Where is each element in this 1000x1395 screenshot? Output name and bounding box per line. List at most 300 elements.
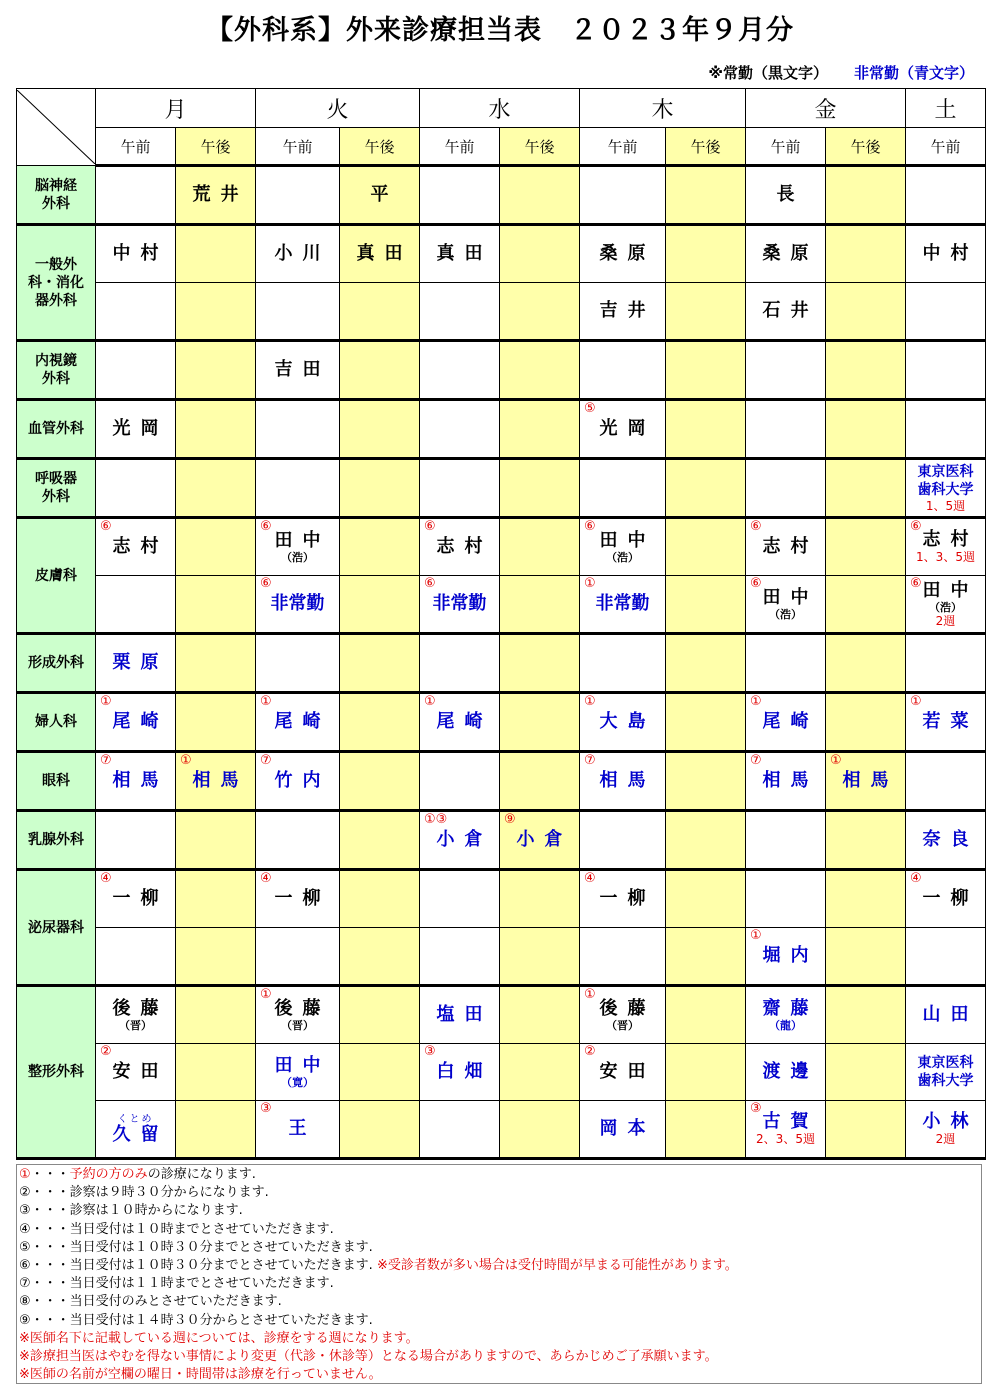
cell xyxy=(746,283,826,341)
doctor-name: 真田 xyxy=(356,243,413,264)
cell xyxy=(826,283,906,341)
dept-plastic: 形成外科 xyxy=(17,634,96,693)
note-mark: ⑦ xyxy=(750,753,762,768)
doctor-name: 齋藤 xyxy=(762,997,819,1019)
day-thu: 木 xyxy=(580,89,746,128)
doctor-sub: （浩） xyxy=(606,550,639,564)
cell xyxy=(666,283,746,341)
cell xyxy=(666,1101,746,1159)
row-derm-2 xyxy=(17,576,986,634)
note-line-5: ⑤・・・当日受付は１０時３０分までとさせていただきます. xyxy=(19,1239,373,1255)
cell xyxy=(96,225,176,283)
doctor-name: 真田 xyxy=(436,243,493,264)
doctor-name: 小倉 xyxy=(436,829,493,850)
cell xyxy=(256,928,340,986)
cell xyxy=(826,166,906,225)
legend-parttime: 非常勤（青文字） xyxy=(853,64,974,82)
doctor-name: 志村 xyxy=(436,536,493,557)
note-mark: ① xyxy=(830,753,842,768)
cell xyxy=(906,400,986,459)
cell xyxy=(500,166,580,225)
cell xyxy=(906,1101,986,1159)
cell xyxy=(906,811,986,870)
am-header: 午前 xyxy=(580,128,666,166)
doctor-name: 志村 xyxy=(112,536,169,557)
cell xyxy=(746,225,826,283)
cell xyxy=(500,225,580,283)
doctor-sub: （晋） xyxy=(119,1018,152,1032)
remark-1: ※医師名下に記載している週については、診療をする週になります。 xyxy=(19,1330,419,1346)
cell xyxy=(826,459,906,518)
cell xyxy=(580,166,666,225)
doctor-name: 後藤 xyxy=(274,997,331,1019)
cell xyxy=(420,986,500,1044)
cell xyxy=(340,752,420,811)
row-derm-1 xyxy=(17,518,986,576)
doctor-name: 田中 xyxy=(599,529,656,551)
note-line-3: ③・・・診察は１０時からになります. xyxy=(19,1203,243,1219)
cell xyxy=(746,166,826,225)
cell xyxy=(420,166,500,225)
cell xyxy=(826,693,906,752)
cell xyxy=(176,225,256,283)
page-title: 【外科系】外来診療担当表 ２０２３年９月分 xyxy=(206,15,794,46)
note-mark: ①③ xyxy=(424,812,448,827)
dept-gyn: 婦人科 xyxy=(17,693,96,752)
doctor-name: 尾崎 xyxy=(112,711,169,732)
doctor-name: 相馬 xyxy=(599,770,656,791)
cell xyxy=(500,986,580,1044)
doctor-name: 吉井 xyxy=(599,300,656,321)
doctor-name: 後藤 xyxy=(599,997,656,1019)
cell xyxy=(96,400,176,459)
day-header-row xyxy=(17,89,986,128)
doctor-name: 竹内 xyxy=(274,770,331,791)
cell xyxy=(176,870,256,928)
doctor-name: 一柳 xyxy=(112,888,169,909)
cell xyxy=(666,811,746,870)
cell xyxy=(340,928,420,986)
cell xyxy=(96,1101,176,1159)
doctor-sub: （晋） xyxy=(606,1018,639,1032)
cell xyxy=(906,166,986,225)
doctor-name: 小林 xyxy=(922,1111,979,1132)
cell xyxy=(176,166,256,225)
note-line-8: ⑧・・・当日受付のみとさせていただきます. xyxy=(19,1294,282,1310)
doctor-sub: （浩） xyxy=(769,607,802,621)
cell xyxy=(666,400,746,459)
cell xyxy=(500,341,580,400)
doctor-name: 田中 xyxy=(922,579,979,601)
row-breast xyxy=(17,811,986,870)
note-mark: ⑥ xyxy=(260,576,272,591)
dept-breast: 乳腺外科 xyxy=(17,811,96,870)
doctor-name: 渡邊 xyxy=(762,1061,819,1082)
note-mark: ⑦ xyxy=(260,753,272,768)
doctor-name: 古賀 xyxy=(762,1111,819,1132)
am-header: 午前 xyxy=(256,128,340,166)
doctor-name: 一柳 xyxy=(274,888,331,909)
cell xyxy=(580,576,666,634)
cell xyxy=(906,634,986,693)
doctor-name: 尾崎 xyxy=(436,711,493,732)
doctor-name: 奈良 xyxy=(922,829,979,850)
cell xyxy=(746,576,826,634)
cell xyxy=(96,283,176,341)
cell xyxy=(340,1044,420,1101)
pm-header: 午後 xyxy=(826,128,906,166)
doctor-name: 光岡 xyxy=(599,418,656,439)
cell xyxy=(906,870,986,928)
cell xyxy=(746,928,826,986)
week-note: 2、3、5週 xyxy=(756,1132,815,1146)
cell xyxy=(666,225,746,283)
day-mon: 月 xyxy=(96,89,256,128)
note-line-4: ④・・・当日受付は１０時までとさせていただきます. xyxy=(19,1221,334,1237)
doctor-name: 相馬 xyxy=(112,770,169,791)
doctor-name: 一柳 xyxy=(599,888,656,909)
week-note: 2週 xyxy=(935,1132,956,1146)
cell xyxy=(176,400,256,459)
cell xyxy=(340,1101,420,1159)
cell xyxy=(500,459,580,518)
doctor-name: 非常勤 xyxy=(595,593,650,614)
cell xyxy=(826,752,906,811)
cell xyxy=(580,870,666,928)
note-mark: ① xyxy=(180,753,192,768)
cell xyxy=(256,986,340,1044)
note-mark: ⑥ xyxy=(260,519,272,534)
cell xyxy=(256,341,340,400)
doctor-name: 田中 xyxy=(274,529,331,551)
cell xyxy=(340,400,420,459)
week-note: 1、3、5週 xyxy=(916,550,975,564)
pm-header: 午後 xyxy=(176,128,256,166)
cell xyxy=(340,518,420,576)
cell xyxy=(746,341,826,400)
cell xyxy=(580,459,666,518)
cell xyxy=(500,752,580,811)
cell xyxy=(420,693,500,752)
note-mark: ① xyxy=(584,694,596,709)
doctor-name: 中村 xyxy=(112,243,169,264)
cell xyxy=(580,1101,666,1159)
dept-general: 一般外科・消化器外科 xyxy=(17,225,96,341)
cell xyxy=(746,1044,826,1101)
cell xyxy=(826,1101,906,1159)
dept-neuro: 脳神経外科 xyxy=(17,166,96,225)
day-wed: 水 xyxy=(420,89,580,128)
cell xyxy=(340,459,420,518)
doctor-name: 小倉 xyxy=(516,829,573,850)
cell xyxy=(256,166,340,225)
cell xyxy=(746,693,826,752)
cell xyxy=(666,870,746,928)
cell xyxy=(906,459,986,518)
dept-resp: 呼吸器外科 xyxy=(17,459,96,518)
note-mark: ⑥ xyxy=(750,519,762,534)
doctor-name: 桑原 xyxy=(599,243,656,264)
cell xyxy=(580,400,666,459)
cell xyxy=(826,928,906,986)
cell xyxy=(826,1044,906,1101)
cell xyxy=(176,928,256,986)
cell xyxy=(906,752,986,811)
cell xyxy=(500,1044,580,1101)
doctor-name: 相馬 xyxy=(762,770,819,791)
doctor-name: 堀内 xyxy=(762,945,819,966)
ampm-header-row xyxy=(17,128,986,166)
doctor-name: 田中 xyxy=(274,1054,331,1076)
cell xyxy=(746,518,826,576)
doctor-sub: （龍） xyxy=(769,1018,802,1032)
cell xyxy=(340,986,420,1044)
schedule-table xyxy=(16,88,986,1160)
cell xyxy=(96,341,176,400)
pm-header: 午後 xyxy=(340,128,420,166)
note-mark: ⑥ xyxy=(424,519,436,534)
row-uro-1 xyxy=(17,870,986,928)
cell xyxy=(666,576,746,634)
cell xyxy=(176,811,256,870)
cell xyxy=(256,225,340,283)
doctor-name: 塩田 xyxy=(436,1004,493,1025)
note-mark: ④ xyxy=(100,871,112,886)
note-mark: ③ xyxy=(750,1101,762,1116)
pm-header: 午後 xyxy=(666,128,746,166)
note-mark: ① xyxy=(584,987,596,1002)
remark-3: ※医師の名前が空欄の曜日・時間帯は診療を行っていません。 xyxy=(19,1367,382,1383)
cell xyxy=(256,459,340,518)
cell xyxy=(746,752,826,811)
row-ortho-1 xyxy=(17,986,986,1044)
cell xyxy=(420,518,500,576)
cell xyxy=(906,928,986,986)
cell xyxy=(826,986,906,1044)
doctor-name: 志村 xyxy=(762,536,819,557)
note-mark: ⑥ xyxy=(100,519,112,534)
doctor-sub: （浩） xyxy=(929,600,962,614)
cell xyxy=(96,870,176,928)
row-general-1 xyxy=(17,225,986,283)
note-mark: ⑦ xyxy=(100,753,112,768)
cell xyxy=(340,811,420,870)
cell xyxy=(96,166,176,225)
note-mark: ⑥ xyxy=(910,519,922,534)
cell xyxy=(420,459,500,518)
cell xyxy=(256,283,340,341)
cell xyxy=(666,459,746,518)
doctor-name: 王 xyxy=(288,1118,317,1139)
cell xyxy=(176,518,256,576)
row-eye xyxy=(17,752,986,811)
cell xyxy=(340,225,420,283)
doctor-name: 平 xyxy=(370,184,399,205)
cell xyxy=(746,459,826,518)
cell xyxy=(666,928,746,986)
cell xyxy=(906,283,986,341)
note-mark: ① xyxy=(910,694,922,709)
pm-header: 午後 xyxy=(500,128,580,166)
cell xyxy=(256,811,340,870)
note-line-7: ⑦・・・当日受付は１１時までとさせていただきます. xyxy=(19,1276,334,1292)
cell xyxy=(176,576,256,634)
cell xyxy=(256,1101,340,1159)
doctor-name: 桑原 xyxy=(762,243,819,264)
doctor-name: 尾崎 xyxy=(274,711,331,732)
cell xyxy=(420,1101,500,1159)
note-mark: ② xyxy=(584,1044,596,1059)
cell xyxy=(176,1101,256,1159)
cell xyxy=(500,283,580,341)
doctor-name: 尾崎 xyxy=(762,711,819,732)
doctor-name: 光岡 xyxy=(112,418,169,439)
cell xyxy=(256,1044,340,1101)
doctor-name: 相馬 xyxy=(842,770,899,791)
cell xyxy=(96,928,176,986)
cell xyxy=(826,518,906,576)
cell xyxy=(420,928,500,986)
cell xyxy=(500,400,580,459)
cell xyxy=(500,576,580,634)
cell xyxy=(666,634,746,693)
cell xyxy=(96,693,176,752)
cell xyxy=(666,518,746,576)
cell xyxy=(420,634,500,693)
cell xyxy=(420,1044,500,1101)
note-mark: ④ xyxy=(260,871,272,886)
doctor-name: 久留 xyxy=(112,1123,169,1145)
doctor-name: 東京医科 xyxy=(917,1055,974,1071)
dept-uro: 泌尿器科 xyxy=(17,870,96,986)
note-mark: ③ xyxy=(260,1101,272,1116)
cell xyxy=(340,693,420,752)
cell xyxy=(826,811,906,870)
doctor-name: 山田 xyxy=(922,1004,979,1025)
note-mark: ② xyxy=(100,1044,112,1059)
note-mark: ⑥ xyxy=(584,519,596,534)
am-header: 午前 xyxy=(746,128,826,166)
doctor-name: 大島 xyxy=(599,711,656,732)
note-mark: ⑤ xyxy=(584,401,596,416)
row-plastic xyxy=(17,634,986,693)
cell xyxy=(340,283,420,341)
doctor-name: 栗原 xyxy=(112,652,169,673)
doctor-name: 小川 xyxy=(274,243,331,264)
cell xyxy=(96,1044,176,1101)
doctor-name: 白畑 xyxy=(436,1061,493,1082)
note-mark: ④ xyxy=(910,871,922,886)
note-mark: ① xyxy=(260,987,272,1002)
cell xyxy=(256,634,340,693)
cell xyxy=(420,225,500,283)
doctor-name: 安田 xyxy=(599,1061,656,1082)
name-reading: くとめ xyxy=(117,1113,154,1125)
cell xyxy=(176,634,256,693)
corner-cell xyxy=(17,89,96,166)
day-sat: 土 xyxy=(906,89,986,128)
note-mark: ① xyxy=(584,576,596,591)
cell xyxy=(420,341,500,400)
cell xyxy=(176,752,256,811)
doctor-sub: （晋） xyxy=(281,1018,314,1032)
cell xyxy=(96,459,176,518)
cell xyxy=(176,986,256,1044)
cell xyxy=(666,693,746,752)
cell xyxy=(340,634,420,693)
note-mark: ⑥ xyxy=(910,576,922,591)
cell xyxy=(826,576,906,634)
cell xyxy=(580,518,666,576)
row-neuro xyxy=(17,166,986,225)
cell xyxy=(340,870,420,928)
cell xyxy=(176,283,256,341)
cell xyxy=(340,341,420,400)
cell xyxy=(906,341,986,400)
cell xyxy=(420,576,500,634)
cell xyxy=(826,634,906,693)
row-vascular xyxy=(17,400,986,459)
row-general-2 xyxy=(17,283,986,341)
cell xyxy=(256,752,340,811)
row-resp xyxy=(17,459,986,518)
cell xyxy=(580,341,666,400)
row-ortho-3 xyxy=(17,1101,986,1159)
am-header: 午前 xyxy=(906,128,986,166)
cell xyxy=(746,634,826,693)
cell xyxy=(420,400,500,459)
cell xyxy=(340,576,420,634)
cell xyxy=(256,870,340,928)
cell xyxy=(176,341,256,400)
note-mark: ① xyxy=(100,694,112,709)
cell xyxy=(580,225,666,283)
doctor-name: 中村 xyxy=(922,243,979,264)
doctor-name: 吉田 xyxy=(274,359,331,380)
cell xyxy=(746,986,826,1044)
cell xyxy=(256,518,340,576)
cell xyxy=(96,518,176,576)
doctor-name: 東京医科 xyxy=(917,464,974,480)
cell xyxy=(420,811,500,870)
note-mark: ① xyxy=(750,694,762,709)
doctor-name: 岡本 xyxy=(599,1118,656,1139)
cell xyxy=(580,693,666,752)
cell xyxy=(826,225,906,283)
cell xyxy=(580,928,666,986)
cell xyxy=(420,870,500,928)
note-mark: ⑥ xyxy=(750,576,762,591)
doctor-name: 安田 xyxy=(112,1061,169,1082)
dept-ortho: 整形外科 xyxy=(17,986,96,1159)
cell xyxy=(500,870,580,928)
week-note: 2週 xyxy=(935,613,956,628)
cell xyxy=(746,400,826,459)
cell xyxy=(580,811,666,870)
notes-box xyxy=(16,1164,982,1384)
day-tue: 火 xyxy=(256,89,420,128)
cell xyxy=(906,576,986,634)
doctor-name: 若菜 xyxy=(922,711,979,732)
cell xyxy=(826,400,906,459)
doctor-name: 石井 xyxy=(762,300,819,321)
doctor-sub: （浩） xyxy=(281,550,314,564)
note-mark: ⑦ xyxy=(584,753,596,768)
cell xyxy=(500,634,580,693)
cell xyxy=(96,634,176,693)
cell xyxy=(96,986,176,1044)
row-gyn xyxy=(17,693,986,752)
